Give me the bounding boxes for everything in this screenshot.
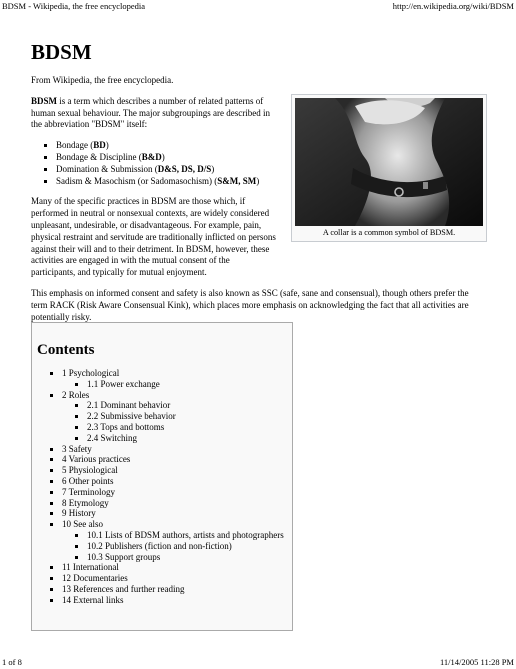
toc-item[interactable]: ▪ 5 Physiological: [62, 465, 292, 476]
subgroup-list: [31, 140, 276, 187]
print-header-title: BDSM - Wikipedia, the free encyclopedia: [2, 1, 146, 11]
image-caption: A collar is a common symbol of BDSM.: [322, 228, 456, 237]
print-timestamp: 11/14/2005 11:28 PM: [440, 657, 514, 667]
collar-photo[interactable]: [295, 98, 483, 226]
toc-item[interactable]: ▪ 3 Safety: [62, 444, 292, 455]
toc-item[interactable]: ▪ 11 International: [62, 562, 292, 573]
toc-subitem[interactable]: ▪ 2.1 Dominant behavior: [87, 400, 292, 411]
toc-item[interactable]: ▪ 8 Etymology: [62, 498, 292, 509]
intro-paragraph: [31, 96, 276, 131]
toc-item[interactable]: ▪ 1 Psychological ▪ 1.1 Power exchange: [62, 368, 292, 390]
article: [31, 40, 485, 332]
print-header-url: http://en.wikipedia.org/wiki/BDSM: [392, 1, 514, 11]
toc-subitem[interactable]: ▪ 2.3 Tops and bottoms: [87, 422, 292, 433]
page-title: BDSM: [31, 40, 92, 64]
image-thumbnail: [291, 94, 487, 242]
toc-subitem[interactable]: ▪ 2.4 Switching: [87, 433, 292, 444]
toc-item[interactable]: ▪ 10 See also ▪ 10.1 Lists of BDSM authors, artists and photographers ▪ 10.2 Publishers (fiction and non-fiction) ▪ 10.3 Support groups: [62, 519, 292, 562]
intro-bold-term[interactable]: BDSM: [31, 95, 58, 106]
table-of-contents: [31, 322, 293, 631]
toc-title: Contents: [37, 342, 95, 358]
toc-item[interactable]: ▪ 12 Documentaries: [62, 573, 292, 584]
list-item: ▪ Domination & Submission (D&S, DS, D/S): [56, 164, 276, 176]
toc-list: [37, 368, 292, 606]
toc-item[interactable]: ▪ 13 References and further reading: [62, 584, 292, 595]
list-item: ▪ Bondage & Discipline (B&D): [56, 152, 276, 164]
from-line: From Wikipedia, the free encyclopedia.: [31, 75, 174, 85]
list-item: ▪ Bondage (BD): [56, 140, 276, 152]
toc-item[interactable]: ▪ 14 External links: [62, 595, 292, 606]
practices-paragraph: Many of the specific practices in BDSM are those which, if performed in neutral or nonsexual contexts, are widely considered unpleasant, undesirable, or disadvantageous. For example, pain, physical restraint and servitude are traditionally inflicted on persons against their will and to their detriment. In BDSM, however, these activities are engaged in with the mutual consent of the participants, and typically for mutual enjoyment.: [31, 196, 276, 278]
print-footer: [0, 656, 516, 668]
intro-column: [31, 96, 276, 279]
print-header: [0, 0, 516, 12]
toc-item[interactable]: ▪ 2 Roles ▪ 2.1 Dominant behavior ▪ 2.2 Submissive behavior ▪ 2.3 Tops and bottoms ▪ 2.4 Switching: [62, 390, 292, 444]
page-count: 1 of 8: [2, 657, 22, 667]
toc-subitem[interactable]: ▪ 2.2 Submissive behavior: [87, 411, 292, 422]
toc-item[interactable]: ▪ 9 History: [62, 508, 292, 519]
intro-text: is a term which describes a number of related patterns of human sexual behaviour. The major subgroupings are described in the abbreviation "BDSM" itself:: [31, 95, 271, 130]
toc-subitem[interactable]: ▪ 10.2 Publishers (fiction and non-fiction): [87, 541, 292, 552]
toc-subitem[interactable]: ▪ 1.1 Power exchange: [87, 379, 292, 390]
toc-subitem[interactable]: ▪ 10.3 Support groups: [87, 552, 292, 563]
toc-subitem[interactable]: ▪ 10.1 Lists of BDSM authors, artists and photographers: [87, 530, 292, 541]
list-item: ▪ Sadism & Masochism (or Sadomasochism) (S&M, SM): [56, 176, 276, 188]
toc-item[interactable]: ▪ 7 Terminology: [62, 487, 292, 498]
toc-item[interactable]: ▪ 4 Various practices: [62, 454, 292, 465]
toc-item[interactable]: ▪ 6 Other points: [62, 476, 292, 487]
consent-paragraph: This emphasis on informed consent and safety is also known as SSC (safe, sane and consensual), though others prefer the term RACK (Risk Aware Consensual Kink), which places more emphasis on acknowledging the fact that all activities are potentially risky.: [31, 287, 469, 322]
